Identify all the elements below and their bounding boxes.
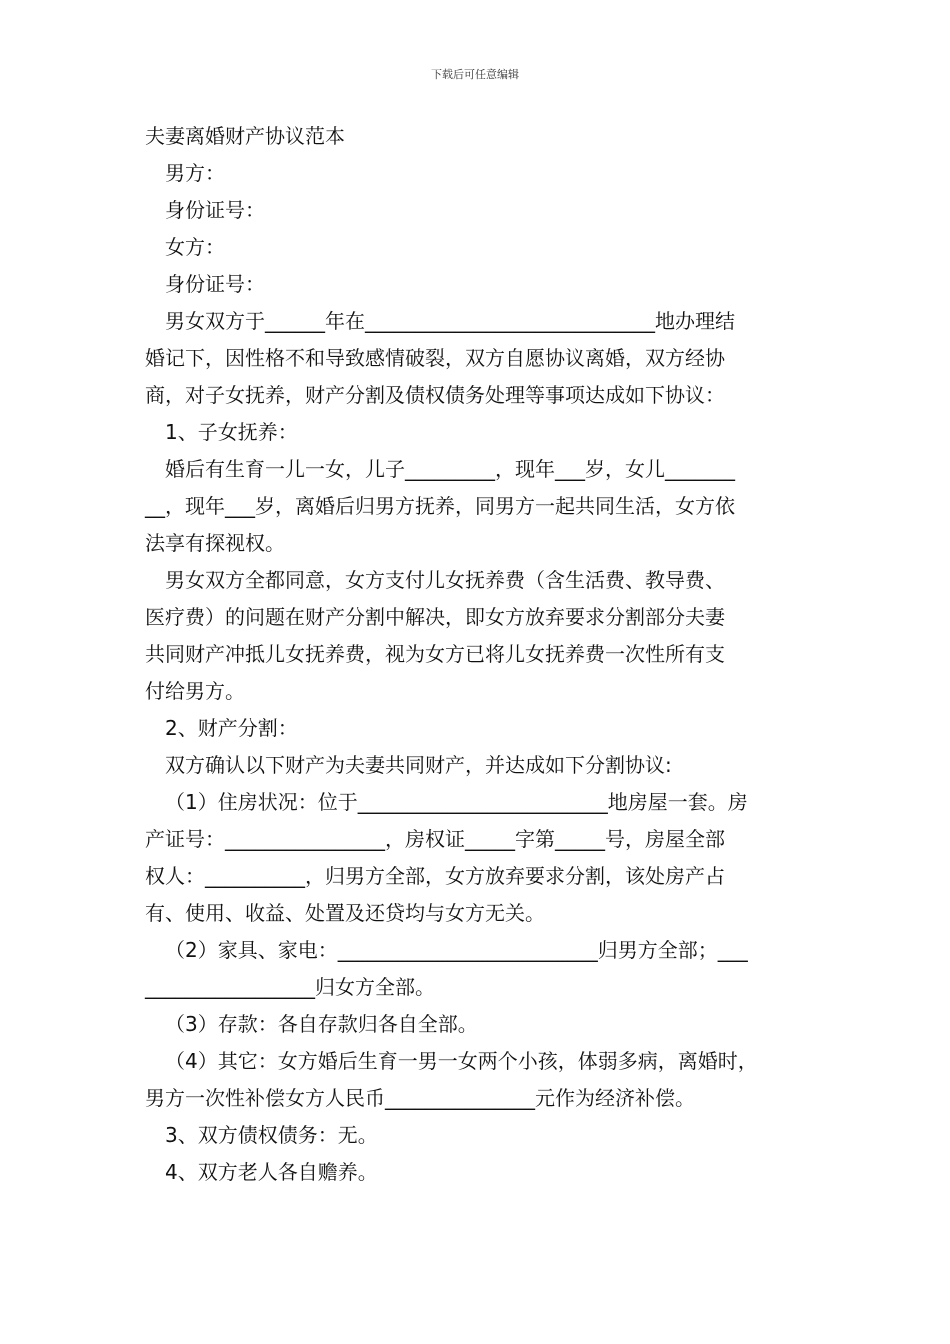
line-21: 有、使用、收益、处置及还贷均与女方无关。 bbox=[145, 901, 545, 925]
line-24: （3）存款：各自存款归各自全部。 bbox=[165, 1012, 478, 1036]
line-9: 婚后有生育一儿一女，儿子_________，现年___岁，女儿_______ bbox=[165, 457, 735, 481]
document-title: 夫妻离婚财产协议范本 bbox=[145, 124, 345, 148]
line-13: 医疗费）的问题在财产分割中解决，即女方放弃要求分割部分夫妻 bbox=[145, 605, 725, 629]
line-1: 男方： bbox=[165, 161, 225, 185]
line-16: 2、财产分割： bbox=[165, 716, 298, 740]
line-7: 商，对子女抚养，财产分割及债权债务处理等事项达成如下协议： bbox=[145, 383, 725, 407]
line-25: （4）其它：女方婚后生育一男一女两个小孩，体弱多病，离婚时， bbox=[165, 1049, 758, 1073]
line-4: 身份证号： bbox=[165, 272, 265, 296]
line-3: 女方： bbox=[165, 235, 225, 259]
line-18: （1）住房状况：位于_________________________地房屋一套。房 bbox=[165, 790, 748, 814]
line-26: 男方一次性补偿女方人民币_______________元作为经济补偿。 bbox=[145, 1086, 695, 1110]
line-20: 权人：__________，归男方全部，女方放弃要求分割，该处房产占 bbox=[145, 864, 725, 888]
line-6: 婚记下，因性格不和导致感情破裂，双方自愿协议离婚，双方经协 bbox=[145, 346, 725, 370]
line-12: 男女双方全都同意，女方支付儿女抚养费（含生活费、教导费、 bbox=[165, 568, 725, 592]
line-28: 4、双方老人各自赡养。 bbox=[165, 1160, 378, 1184]
line-23: _________________归女方全部。 bbox=[145, 975, 435, 999]
line-2: 身份证号： bbox=[165, 198, 265, 222]
line-14: 共同财产冲抵儿女抚养费，视为女方已将儿女抚养费一次性所有支 bbox=[145, 642, 725, 666]
document-body bbox=[145, 118, 825, 1191]
line-8: 1、子女抚养： bbox=[165, 420, 298, 444]
line-19: 产证号：________________，房权证_____字第_____号，房屋全部 bbox=[145, 827, 725, 851]
line-17: 双方确认以下财产为夫妻共同财产，并达成如下分割协议: bbox=[165, 753, 672, 777]
line-5: 男女双方于______年在_____________________________地办理结 bbox=[165, 309, 735, 333]
line-10: __，现年___岁，离婚后归男方抚养，同男方一起共同生活，女方依 bbox=[145, 494, 735, 518]
line-27: 3、双方债权债务：无。 bbox=[165, 1123, 378, 1147]
line-11: 法享有探视权。 bbox=[145, 531, 285, 555]
line-22: （2）家具、家电：__________________________归男方全部；___ bbox=[165, 938, 748, 962]
header-note: 下载后可任意编辑 bbox=[431, 68, 519, 81]
line-15: 付给男方。 bbox=[145, 679, 245, 703]
